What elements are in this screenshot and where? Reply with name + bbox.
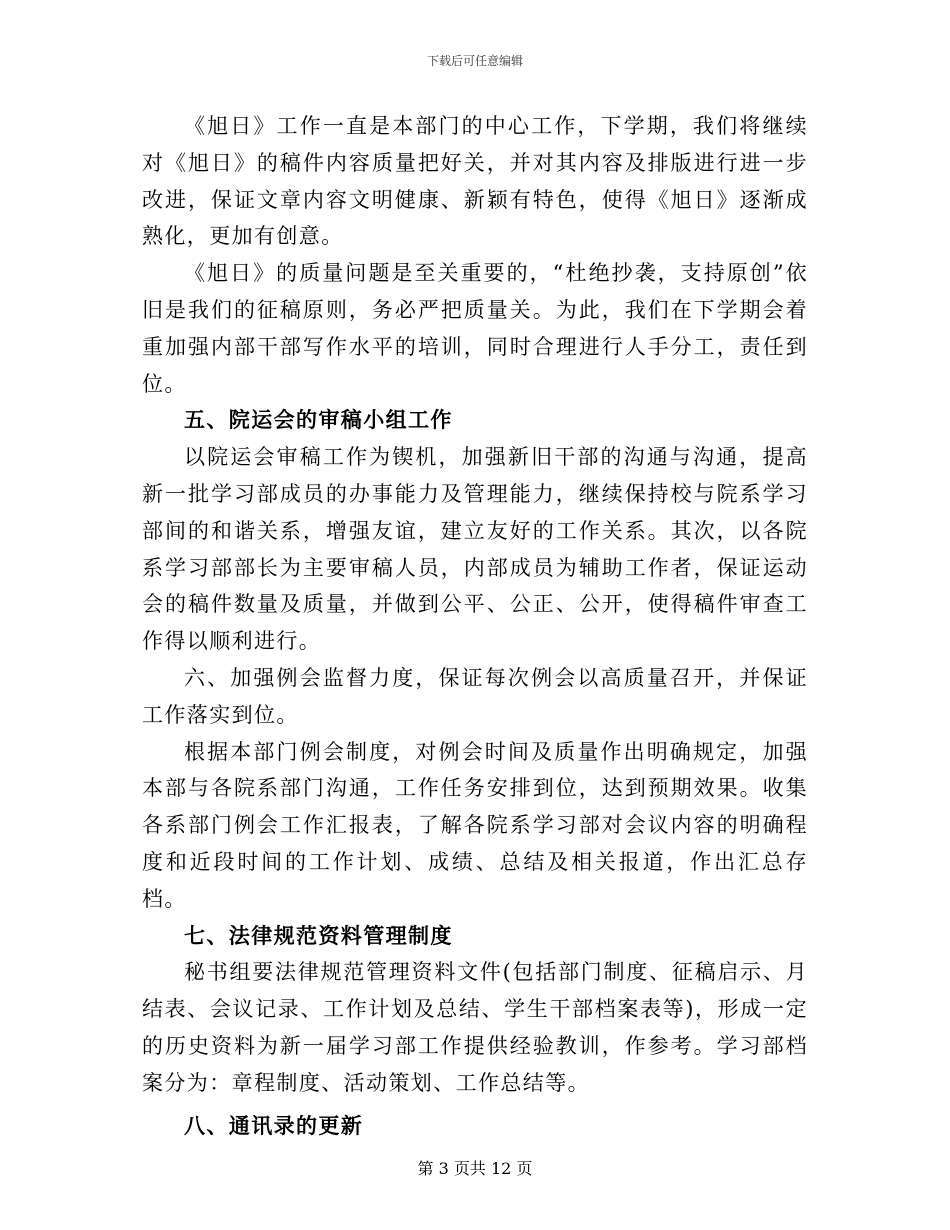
heading-section-7: 七、法律规范资料管理制度 xyxy=(184,922,453,948)
paragraph-records-management: 秘书组要法律规范管理资料文件(包括部门制度、征稿启示、月结表、会议记录、工作计划及总结、学生干部档案表等)，形成一定的历史资料为新一届学习部工作提供经验教训，作参考。学习部档案分为：章程制度、活动策划、工作总结等。 xyxy=(142,960,808,1095)
heading-section-8: 八、通讯录的更新 xyxy=(184,1112,364,1138)
paragraph-meeting-rules: 根据本部门例会制度，对例会时间及质量作出明确规定，加强本部与各院系部门沟通，工作任务安排到位，达到预期效果。收集各系部门例会工作汇报表，了解各院系学习部对会议内容的明确程度和近段时间的工作计划、成绩、总结及相关报道，作出汇总存档。 xyxy=(142,739,808,911)
document-body xyxy=(142,108,808,1144)
paragraph-meeting-supervision: 六、加强例会监督力度，保证每次例会以高质量召开，并保证工作落实到位。 xyxy=(142,665,808,727)
paragraph-xuri-quality: 《旭日》的质量问题是至关重要的，“杜绝抄袭，支持原创”依旧是我们的征稿原则，务必严把质量关。为此，我们在下学期会着重加强内部干部写作水平的培训，同时合理进行人手分工，责任到位。 xyxy=(142,261,808,396)
page-number-footer: 第 3 页共 12 页 xyxy=(417,1159,533,1178)
paragraph-review-group: 以院运会审稿工作为锲机，加强新旧干部的沟通与沟通，提高新一批学习部成员的办事能力及管理能力，继续保持校与院系学习部间的和谐关系，增强友谊，建立友好的工作关系。其次，以各院系学习部部长为主要审稿人员，内部成员为辅助工作者，保证运动会的稿件数量及质量，并做到公平、公正、公开，使得稿件审查工作得以顺利进行。 xyxy=(142,445,808,654)
page-header: 下载后可任意编辑 xyxy=(426,54,523,68)
paragraph-xuri-work: 《旭日》工作一直是本部门的中心工作，下学期，我们将继续对《旭日》的稿件内容质量把好关，并对其内容及排版进行进一步改进，保证文章内容文明健康、新颖有特色，使得《旭日》逐渐成熟化，更加有创意。 xyxy=(142,114,808,249)
heading-section-5: 五、院运会的审稿小组工作 xyxy=(184,407,453,433)
